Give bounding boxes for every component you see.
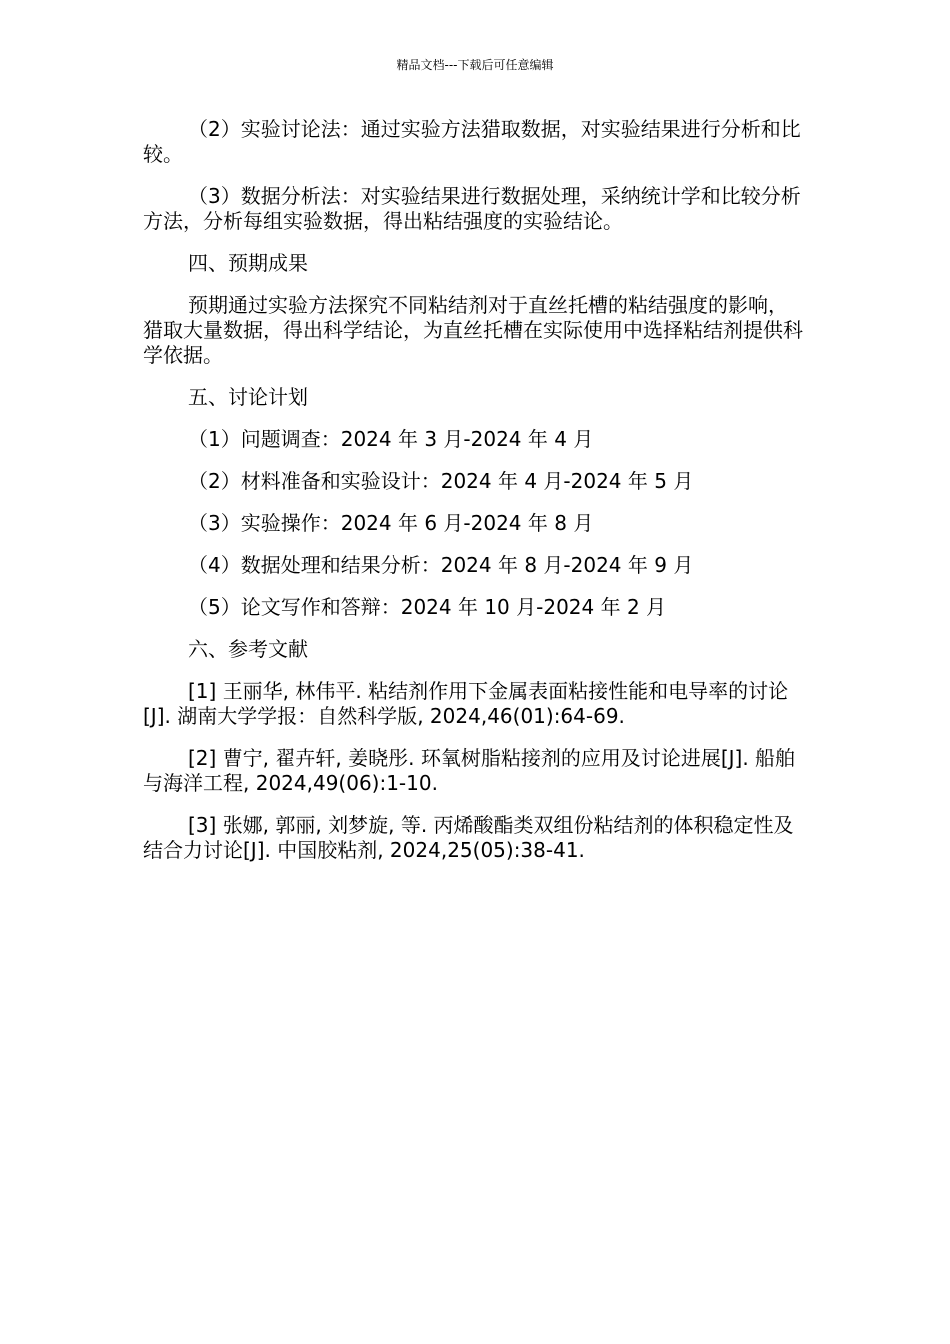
plan-item-2: （2）材料准备和实验设计：2024 年 4 月-2024 年 5 月: [188, 469, 694, 493]
plan-item-4: （4）数据处理和结果分析：2024 年 8 月-2024 年 9 月: [188, 553, 694, 577]
document-body: [143, 117, 807, 880]
reference-3: [3] 张娜, 郭丽, 刘梦旋, 等. 丙烯酸酯类双组份粘结剂的体积稳定性及结合力讨论[J]. 中国胶粘剂, 2024,25(05):38-41.: [143, 813, 794, 862]
reference-2: [2] 曹宁, 翟卉轩, 姜晓彤. 环氧树脂粘接剂的应用及讨论进展[J]. 船舶与海洋工程, 2024,49(06):1-10.: [143, 746, 796, 795]
section-heading-expected-results: 四、预期成果: [188, 251, 308, 275]
section-heading-references: 六、参考文献: [188, 637, 308, 661]
plan-item-5: （5）论文写作和答辩：2024 年 10 月-2024 年 2 月: [188, 595, 667, 619]
paragraph-data-analysis-method: （3）数据分析法：对实验结果进行数据处理，采纳统计学和比较分析方法，分析每组实验数据，得出粘结强度的实验结论。: [143, 184, 801, 233]
paragraph-expected-results: 预期通过实验方法探究不同粘结剂对于直丝托槽的粘结强度的影响，猎取大量数据，得出科学结论，为直丝托槽在实际使用中选择粘结剂提供科学依据。: [143, 293, 803, 367]
plan-item-3: （3）实验操作：2024 年 6 月-2024 年 8 月: [188, 511, 594, 535]
plan-item-1: （1）问题调查：2024 年 3 月-2024 年 4 月: [188, 427, 594, 451]
reference-1: [1] 王丽华, 林伟平. 粘结剂作用下金属表面粘接性能和电导率的讨论[J]. 湖南大学学报：自然科学版, 2024,46(01):64-69.: [143, 679, 789, 728]
section-heading-research-plan: 五、讨论计划: [188, 385, 308, 409]
page-header: 精品文档---下载后可任意编辑: [396, 58, 554, 72]
paragraph-experiment-method: （2）实验讨论法：通过实验方法猎取数据，对实验结果进行分析和比较。: [143, 117, 801, 166]
